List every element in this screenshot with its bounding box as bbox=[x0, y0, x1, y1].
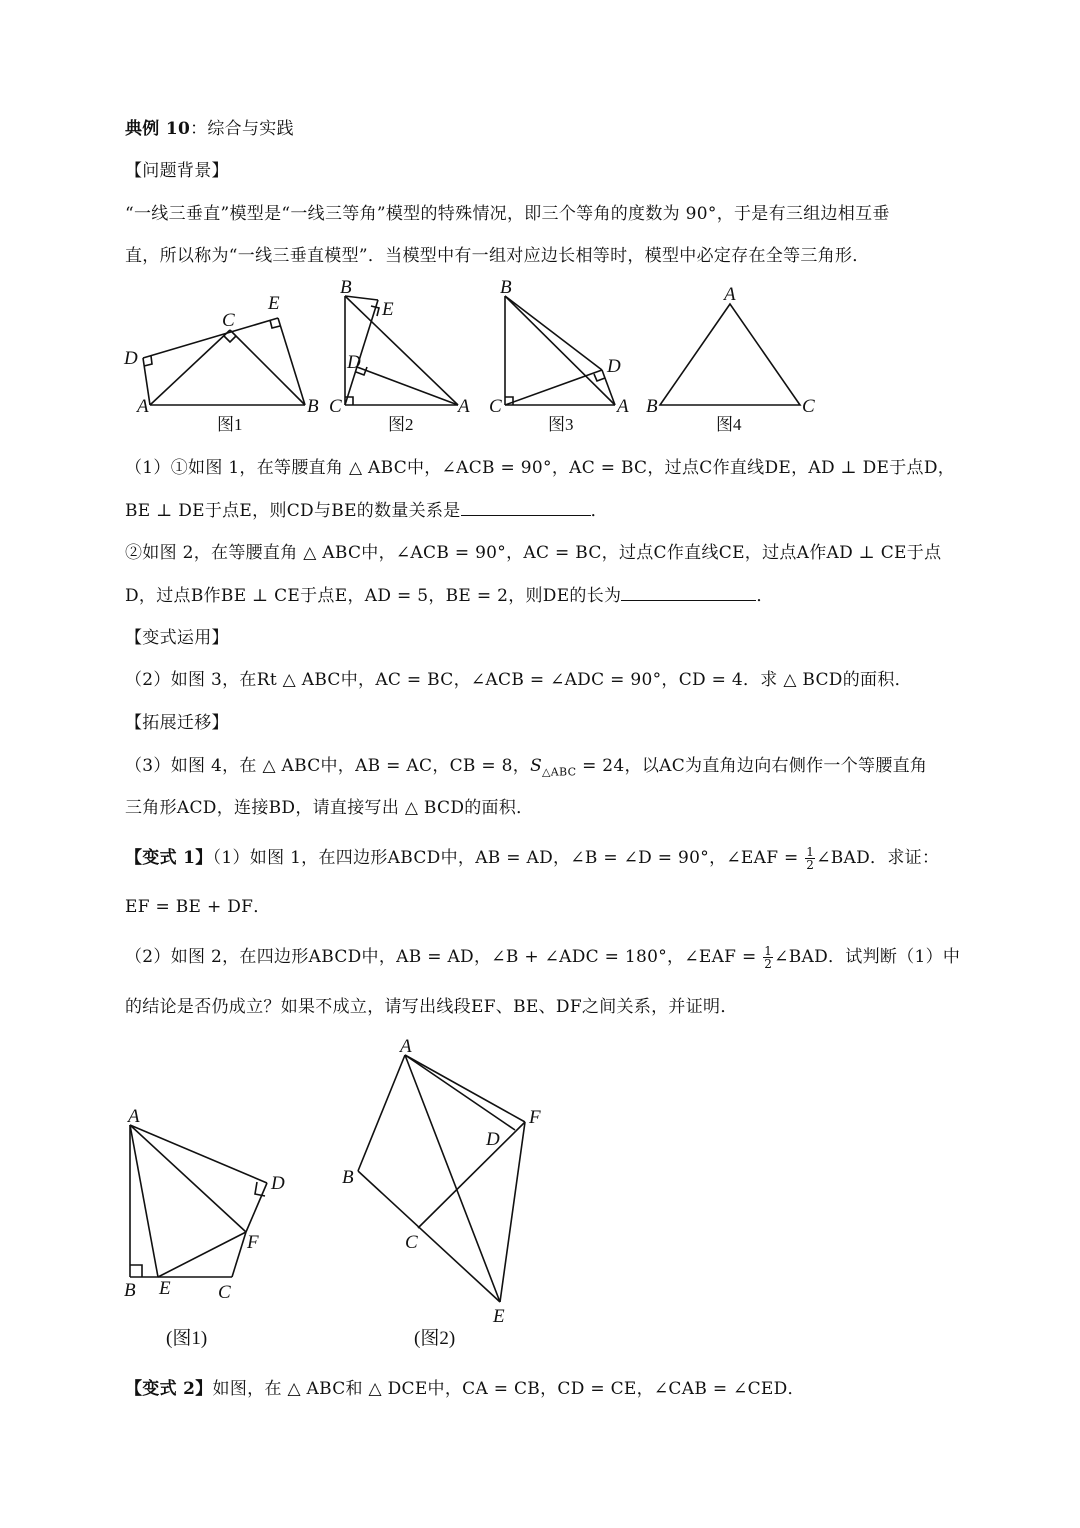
title-bold: 典例 10 bbox=[125, 119, 191, 139]
v2-label: 【变式 2】 bbox=[125, 1379, 213, 1399]
v1-label: 【变式 1】 bbox=[125, 848, 213, 868]
bfig2-label-E: E bbox=[493, 1306, 505, 1327]
figure-3-diagram bbox=[505, 296, 615, 405]
fig1-label-D: D bbox=[124, 348, 138, 369]
q1b-line-1: ②如图 2，在等腰直角 △ ABC中，∠ACB = 90°，AC = BC，过点C作直线CE，过点A作AD ⊥ CE于点 bbox=[125, 543, 942, 563]
fig2-label-D: D bbox=[347, 352, 361, 373]
intro-line-2: 直，所以称为“一线三垂直模型”．当模型中有一组对应边长相等时，模型中必定存在全等三角形． bbox=[125, 246, 870, 266]
q1a-line-2 bbox=[125, 496, 608, 521]
fig2-label-E: E bbox=[382, 299, 394, 320]
bfig1-label-A: A bbox=[128, 1106, 140, 1127]
fraction-half-2 bbox=[763, 945, 773, 970]
figure-1-diagram bbox=[143, 318, 305, 405]
bottom-figure-2-diagram bbox=[358, 1055, 525, 1302]
fig2-label-B: B bbox=[340, 277, 352, 298]
fraction-denominator-2: 2 bbox=[764, 957, 773, 971]
bfig1-label-F: F bbox=[247, 1232, 259, 1253]
fig2-label-C: C bbox=[329, 396, 342, 417]
bfig1-label-E: E bbox=[159, 1278, 171, 1299]
q3-line-1-pre: （3）如图 4，在 △ ABC中，AB = AC，CB = 8， bbox=[125, 756, 531, 776]
figure-2-diagram bbox=[345, 296, 458, 405]
title-rest: ：综合与实践 bbox=[190, 119, 294, 139]
v1-line-2: EF = BE + DF． bbox=[125, 897, 271, 917]
fig2-caption: 图2 bbox=[388, 415, 414, 434]
fraction-numerator-2: 1 bbox=[764, 944, 773, 958]
fig3-label-A: A bbox=[617, 396, 629, 417]
figures-top bbox=[0, 275, 1080, 445]
bfig1-label-C: C bbox=[218, 1282, 231, 1303]
q1a-line-2-text: BE ⊥ DE于点E，则CD与BE的数量关系是 bbox=[125, 501, 461, 521]
q3-line-1 bbox=[125, 751, 927, 778]
fig1-label-A: A bbox=[137, 396, 149, 417]
q1b-line-2-end: ． bbox=[756, 586, 774, 606]
fig4-label-B: B bbox=[646, 396, 658, 417]
v1-line-1 bbox=[125, 843, 939, 871]
fig2-label-A: A bbox=[458, 396, 470, 417]
title bbox=[125, 114, 294, 139]
fig4-caption: 图4 bbox=[716, 415, 742, 434]
bfig2-label-D: D bbox=[486, 1129, 500, 1150]
q1a-line-2-end: ． bbox=[590, 501, 608, 521]
section-application: 【变式运用】 bbox=[125, 628, 229, 648]
bfig2-label-B: B bbox=[342, 1167, 354, 1188]
q3-area-symbol: S bbox=[530, 756, 543, 776]
q1b-line-2 bbox=[125, 581, 774, 606]
figure-4-diagram bbox=[660, 304, 800, 405]
fig1-caption: 图1 bbox=[217, 415, 243, 434]
v1-line-1-post: ∠BAD．求证： bbox=[816, 848, 940, 868]
answer-blank-2[interactable] bbox=[621, 586, 756, 601]
q3-area-subscript: △ABC bbox=[542, 765, 577, 779]
answer-blank-1[interactable] bbox=[461, 501, 591, 516]
fraction-half bbox=[805, 846, 815, 871]
v1-line-1-pre: （1）如图 1，在四边形ABCD中，AB = AD，∠B = ∠D = 90°，∠EAF = bbox=[212, 848, 805, 868]
intro-line-1: “一线三垂直”模型是“一线三等角”模型的特殊情况，即三个等角的度数为 90°，于是有三组边相互垂 bbox=[125, 204, 890, 224]
bfig1-label-D: D bbox=[271, 1173, 285, 1194]
bfig2-label-C: C bbox=[405, 1232, 418, 1253]
v2-line bbox=[125, 1374, 805, 1399]
q3-line-1-post: = 24，以AC为直角边向右侧作一个等腰直角 bbox=[576, 756, 928, 776]
q1a-line-1: （1）①如图 1，在等腰直角 △ ABC中，∠ACB = 90°，AC = BC，过点C作直线DE，AD ⊥ DE于点D， bbox=[125, 458, 956, 478]
bfig1-caption: (图1) bbox=[166, 1328, 208, 1349]
q2-text: （2）如图 3，在Rt △ ABC中，AC = BC，∠ACB = ∠ADC = 90°，CD = 4．求 △ BCD的面积． bbox=[125, 670, 912, 690]
fig4-label-A: A bbox=[724, 284, 736, 305]
v1-2-line-1-pre: （2）如图 2，在四边形ABCD中，AB = AD，∠B + ∠ADC = 180°，∠EAF = bbox=[125, 947, 763, 967]
figures-bottom bbox=[0, 1030, 1080, 1360]
q1b-line-2-text: D，过点B作BE ⊥ CE于点E，AD = 5，BE = 2，则DE的长为 bbox=[125, 586, 622, 606]
v1-2-line-1 bbox=[125, 942, 960, 970]
v1-2-line-2: 的结论是否仍成立？如果不成立，请写出线段EF、BE、DF之间关系，并证明． bbox=[125, 997, 738, 1017]
fig1-label-E: E bbox=[268, 293, 280, 314]
q3-line-2: 三角形ACD，连接BD，请直接写出 △ BCD的面积． bbox=[125, 798, 534, 818]
bfig1-label-B: B bbox=[124, 1280, 136, 1301]
bottom-figure-1-diagram bbox=[130, 1125, 267, 1277]
fig3-label-B: B bbox=[500, 277, 512, 298]
bfig2-label-F: F bbox=[529, 1107, 541, 1128]
bfig2-label-A: A bbox=[400, 1036, 412, 1057]
bfig2-caption: (图2) bbox=[414, 1328, 456, 1349]
v2-text: 如图，在 △ ABC和 △ DCE中，CA = CB，CD = CE，∠CAB = ∠CED． bbox=[212, 1379, 805, 1399]
fig3-label-D: D bbox=[607, 356, 621, 377]
fig3-label-C: C bbox=[489, 396, 502, 417]
fig1-label-B: B bbox=[307, 396, 319, 417]
section-background: 【问题背景】 bbox=[125, 161, 229, 181]
fig4-label-C: C bbox=[802, 396, 815, 417]
v1-2-line-1-post: ∠BAD．试判断（1）中 bbox=[774, 947, 961, 967]
section-extension: 【拓展迁移】 bbox=[125, 713, 229, 733]
fig1-label-C: C bbox=[222, 310, 235, 331]
fig3-caption: 图3 bbox=[548, 415, 574, 434]
fraction-denominator: 2 bbox=[806, 858, 815, 872]
fraction-numerator: 1 bbox=[806, 845, 815, 859]
